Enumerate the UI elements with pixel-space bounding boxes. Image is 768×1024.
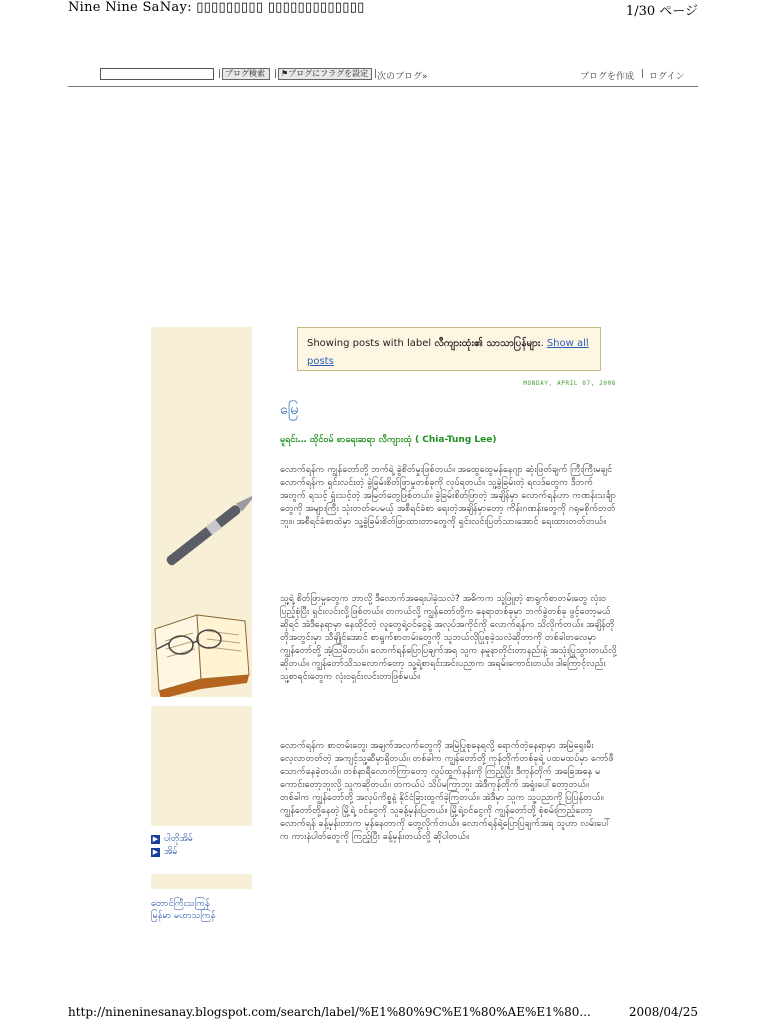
paragraph-text: သူ့ရဲ့ စိတ်ဖြာမှုတွေက ဘာလို့ ဒီလောက်အရေးပါခဲ့သလဲ? အဓိကက သူဖြူတဲ့ စာရွက်စာတမ်းတွေ လုံးဝပြည့်စုံပြီး ရှင်းလင်းလို့ဖြစ်တယ်။ တကယ်လို့ ကျွန်တော်တို့က နေရာတစ်ခုမှာ ဘက်ခွဲတစ်ခု ဖွင့်တော့မယ်ဆိုရင် အဲဒီနေရာမှာ နေထိုင်တဲ့ လူတွေရဲ့ဝင်ငွေနဲ့ အလုပ်အကိုင်ကို လောက်ရန်က သိလိုက်တယ်။ အချိန်တိုတိုအတွင်းမှာ သီချိုင်အောင် စာရွက်စာတမ်းတွေကို သူဘယ်လိုပြုစုခဲ့သလဲဆိုတာကို တစ်ခါတလေမှာ ကျွန်တော်တို့ အံ့သြမိတယ်။ လောက်ရန်ပြောပြချက်အရ သူက နမူနာတိုင်းတာနည်းနဲ့ အသုံးပြုသွားတယ်လို့ ဆိုတယ်။ ကျွန်တော်သိသလောက်တော့ သူ့ရဲ့စာရင်းအင်းပညာက အရမ်းကောင်းတယ်။ ဒါကြောင့်လည်း သူ့စာရင်းတွေက လုံးဝရှင်းလင်းတာဖြစ်မယ်။ [280,594,617,682]
label-filter-notice [297,327,601,371]
post-paragraph [280,464,617,529]
flag-blog-button[interactable] [278,68,372,80]
label-name: လီကျားထုံး၏ သာသာပြန်များ [434,338,541,349]
paragraph-text: လောက်ရန်က ကျွန်တော်တို့ ဘက်ရဲ့ ခွဲစိတ်မှုးဖြစ်တယ်။ အထွေထွေမန်နေဂျာ ဆုံးဖြတ်ချက် ကြီးကြီးမချင် လောက်ရန်က ရှင်းလင်းတဲ့ ခွဲခြမ်းစိတ်ဖြာမှုတစ်ခုကို လုပ်ရတယ်။ သူ့ခွဲခြမ်းတဲ့ ရလဒ်တွေက ဒီဘက်အတွက် ရသင့် ရှုံးသင့်တဲ့ အမြတ်တွေဖြစ်တယ်။ ခွဲခြမ်းစိတ်ဖြာတဲ့ အချိန်မှာ လောက်ရန်ဟာ ကဏန်းသင်္ချာတွေကို အများကြီး သုံးတတ်ပေမယ့် အစီရင်ခံစာ ရေးတဲ့အချိန်မှာတော့ ကိန်းဂဏန်းတွေကို ဂရုမစိုက်တတ်ဘူး။ အစီရင်ခံစာထဲမှာ သူ့ခွဲခြမ်းစိတ်ဖြာထားတာတွေကို ရှင်းလင်းပြတ်သားအောင် ရေးထားတတ်တယ်။ [280,465,617,527]
show-all-posts-link[interactable]: Show all posts [307,338,589,367]
blog-search-input[interactable] [100,68,214,80]
flag-icon: ⚑ [281,69,289,78]
sidebar-link[interactable] [151,846,261,858]
play-arrow-icon: ▶ [152,847,159,856]
nav-divider: | [218,69,222,79]
sidebar-links [151,833,261,859]
post-subtitle: မူရင်း… ထိုင်ဝမ် စာရေးဆရာ လီကျားထုံ ( Chia-Tung Lee) [280,435,497,445]
print-footer [68,1005,698,1023]
paragraph-text: လောက်ရန်က စာတမ်းတွေ၊ အချက်အလက်တွေကို အမြဲပြုစုနေရလို့ ရောက်တဲ့နေရာမှာ အမြဲရှေးမီးလေ့လာတတ်တဲ့ အကျင့်သူ့ဆီမှာရှိတယ်။ တစ်ခါက ကျွန်တော်တို့ ကုန်တိုက်တစ်ခုရဲ့ ပထမထပ်မှာ ကော်ဖီသောက်နေခဲ့တယ်။ တစ်နာရီလောက်ကြာတော့ လှုပ်ထွက်နန်းကို ကြည့်ပြီး ဒီကုန်တိုက် အခြေအနေ မကောင်းတော့ဘူးလို့ သူကဆိုတယ်။ တကယ်ပဲ သိပ်မကြာဘူး အဲဒီကုန်တိုက် အရှုံးပေါ်တော့တယ်။ တစ်ခါက ကျွန်တော်တို့ အလုပ်ကိစ္စနဲ့ နိုင်ငံခြားထွက်ခဲ့ကြတယ်။ အဲဒီမှာ သူက သူ့ပညာကို ပြပြန်တယ်။ ကျွန်တော်တို့နေတဲ့ မြို့ရဲ့ ဝင်ငွေကို သူခန့်မှန်းပြတယ်။ မြို့ရဲ့ဝင်ငွေကို ကျွန်တော်တို့ စုံစမ်းကြည့်တော့ လောက်ရန် ခန့်မှန်းတာက မှန်နေတာကို တွေ့လိုက်တယ်။ လောက်ရန်ရဲ့ပြောပြချက်အရ သူဟာ လမ်းပေါ်က ကားနံပါတ်တွေကို ကြည့်ပြီး ခန့်မှန်းတယ်လို့ ဆိုပါတယ်။ [280,741,614,842]
nav-divider: | [374,69,378,79]
create-blog-link[interactable]: ブログを作成 [580,72,635,82]
post-paragraph [280,593,617,684]
sidebar-bottom-link[interactable]: တောင်ကြီးသကြန် [151,899,210,909]
page-number: 1/30 ページ [625,4,698,19]
label-suffix: . [540,338,544,349]
print-date: 2008/04/25 [628,1005,698,1019]
page-url: http://nineninesanay.blogspot.com/search/label/%E1%80%9C%E1%80%AE%E1%80... [68,1005,591,1019]
next-blog-link[interactable]: 次のブログ» [377,72,428,82]
nav-divider: | [274,69,278,79]
login-link[interactable]: ログイン [649,72,685,82]
sidebar-link-label: အိမ် [164,846,178,857]
pen-book-illustration [151,327,252,697]
post-date: MONDAY, APRIL 07, 2008 [523,380,616,387]
print-title: Nine Nine SaNay: ▯▯▯▯▯▯▯▯▯ ▯▯▯▯▯▯▯▯▯▯▯▯▯ [68,0,365,15]
blog-search-button[interactable]: ブログ検索 [222,68,270,80]
post-paragraph [280,740,617,844]
flag-blog-label: ブログにフラグを設定 [288,69,369,78]
play-arrow-icon: ▶ [152,834,159,843]
sidebar-decoration [151,327,252,697]
sidebar-bottom-link[interactable]: မြန်မာ မဟာသကြန် [151,911,216,921]
sidebar-link-label: ပါတိုအိမ် [164,833,193,844]
print-header [68,0,698,20]
sidebar-strip [151,874,252,889]
sidebar-link[interactable] [151,833,261,845]
sidebar-panel [151,706,252,826]
blogger-navbar [68,62,698,87]
nav-separator: | [641,69,645,79]
label-prefix: Showing posts with label [307,338,432,349]
post-title[interactable]: မြေ [280,402,299,418]
